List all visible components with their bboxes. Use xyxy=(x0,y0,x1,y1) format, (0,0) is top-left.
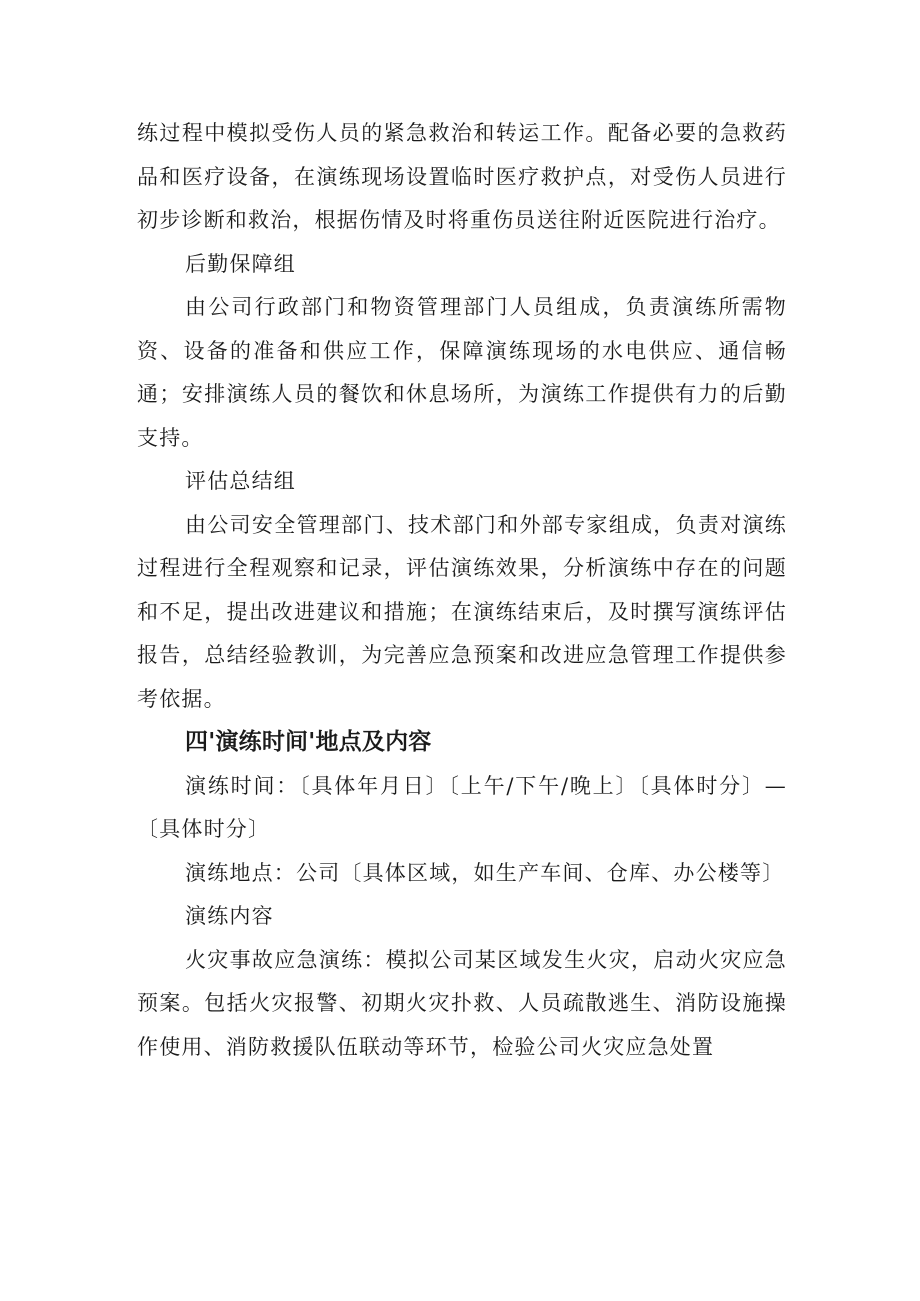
paragraph-logistics-group: 由公司行政部门和物资管理部门人员组成，负责演练所需物资、设备的准备和供应工作，保障演练现场的水电供应、通信畅通；安排演练人员的餐饮和休息场所，为演练工作提供有力的后勤支持。 xyxy=(137,295,787,450)
logistics-group-title: 后勤保障组 xyxy=(185,251,296,276)
paragraph-medical-rescue-continued: 练过程中模拟受伤人员的紧急救治和转运工作。配备必要的急救药品和医疗设备，在演练现场设置临时医疗救护点，对受伤人员进行初步诊断和救治，根据伤情及时将重伤员送往附近医院进行治疗。 xyxy=(137,121,787,232)
drill-content-title: 演练内容 xyxy=(185,904,274,928)
paragraph-fire-drill: 火灾事故应急演练：模拟公司某区域发生火灾，启动火灾应急预案。包括火灾报警、初期火灾扑救、人员疏散逃生、消防设施操作使用、消防救援队伍联动等环节，检验公司火灾应急处置 xyxy=(137,947,787,1059)
document-body xyxy=(137,112,787,1069)
drill-time-line: 演练时间：〔具体年月日〕〔上午/下午/晚上〕〔具体时分〕—〔具体时分〕 xyxy=(137,773,787,841)
evaluation-group-title: 评估总结组 xyxy=(185,469,296,493)
section-heading-time-location-content: 四'演练时间'地点及内容 xyxy=(185,729,432,755)
paragraph-evaluation-group: 由公司安全管理部门、技术部门和外部专家组成，负责对演练过程进行全程观察和记录，评估演练效果，分析演练中存在的问题和不足，提出改进建议和措施；在演练结束后，及时撰写演练评估报告，总结经验教训，为完善应急预案和改进应急管理工作提供参考依据。 xyxy=(137,512,787,711)
drill-location-line: 演练地点：公司〔具体区域，如生产车间、仓库、办公楼等〕 xyxy=(185,860,785,885)
